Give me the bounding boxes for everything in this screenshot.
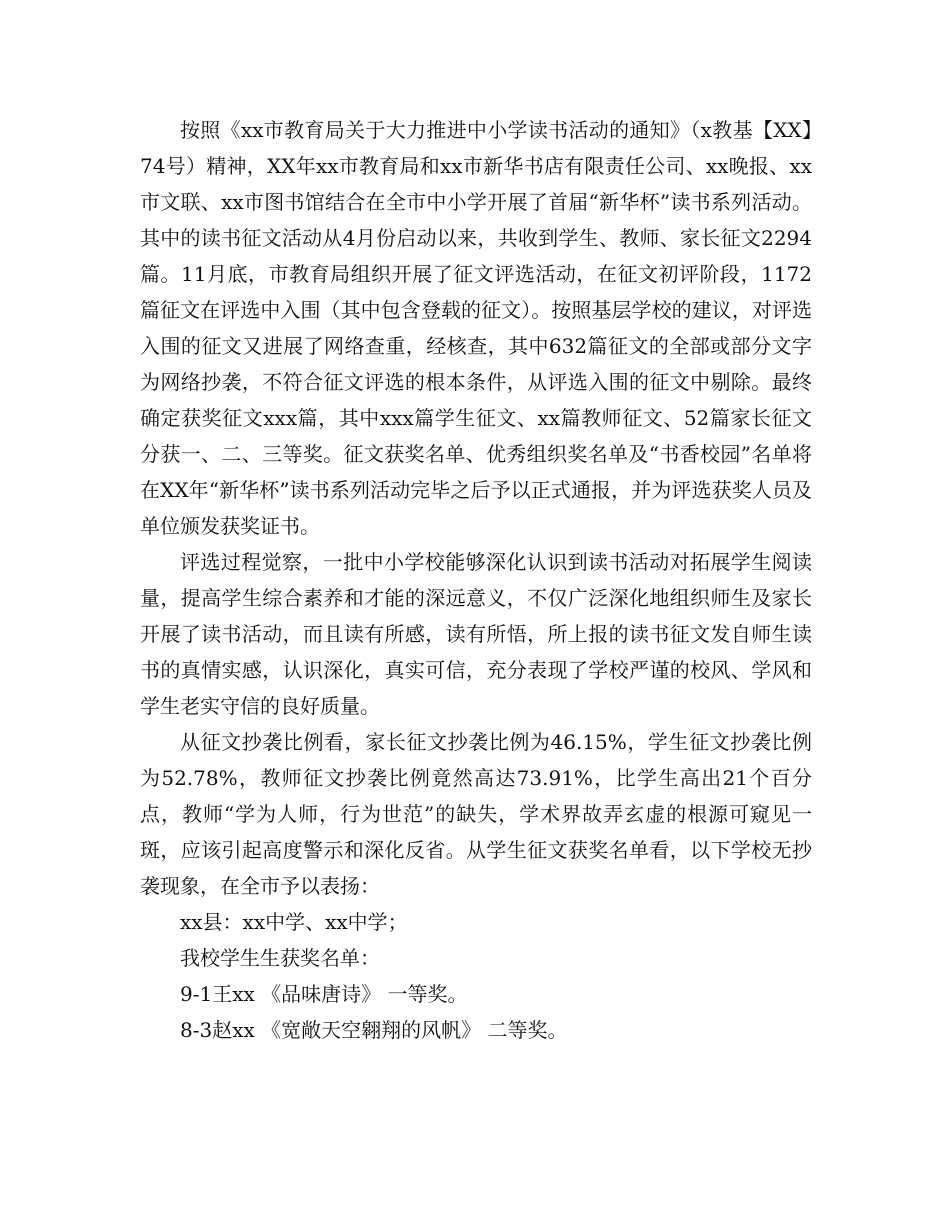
line-award-list-heading: 我校学生生获奖名单： (180, 946, 380, 970)
line-award-second-prize: 8-3赵xx 《宽敞天空翱翔的风帆》 二等奖。 (180, 1018, 568, 1042)
paragraph-evaluation-findings: 评选过程觉察，一批中小学校能够深化认识到读书活动对拓展学生阅读量，提高学生综合素养和才能的深远意义，不仅广泛深化地组织师生及家长开展了读书活动，而且读有所感，读有所悟，所上报的读书征文发自师生读书的真情实感，认识深化，真实可信，充分表现了学校严谨的校风、学风和学生老实守信的良好质量。 (140, 550, 812, 718)
document-body (140, 112, 812, 1048)
line-praised-schools: xx县：xx中学、xx中学； (180, 910, 408, 934)
line-award-first-prize: 9-1王xx 《品味唐诗》 一等奖。 (180, 982, 468, 1006)
paragraph-plagiarism-ratio: 从征文抄袭比例看，家长征文抄袭比例为46.15%，学生征文抄袭比例为52.78%，教师征文抄袭比例竟然高达73.91%，比学生高出21个百分点，教师“学为人师，行为世范”的缺失，学术界故弄玄虚的根源可窥见一斑，应该引起高度警示和深化反省。从学生征文获奖名单看，以下学校无抄袭现象，在全市予以表扬： (140, 730, 812, 898)
paragraph-reading-activity-notice: 按照《xx市教育局关于大力推进中小学读书活动的通知》（x教基【XX】74号）精神，XX年xx市教育局和xx市新华书店有限责任公司、xx晚报、xx市文联、xx市图书馆结合在全市中小学开展了首届“新华杯”读书系列活动。其中的读书征文活动从4月份启动以来，共收到学生、教师、家长征文2294篇。11月底，市教育局组织开展了征文评选活动，在征文初评阶段，1172篇征文在评选中入围（其中包含登载的征文）。按照基层学校的建议，对评选入围的征文又进展了网络查重，经核查，其中632篇征文的全部或部分文字为网络抄袭，不符合征文评选的根本条件，从评选入围的征文中剔除。最终确定获奖征文xxx篇，其中xxx篇学生征文、xx篇教师征文、52篇家长征文分获一、二、三等奖。征文获奖名单、优秀组织奖名单及“书香校园”名单将在XX年“新华杯”读书系列活动完毕之后予以正式通报，并为评选获奖人员及单位颁发获奖证书。 (140, 118, 812, 538)
